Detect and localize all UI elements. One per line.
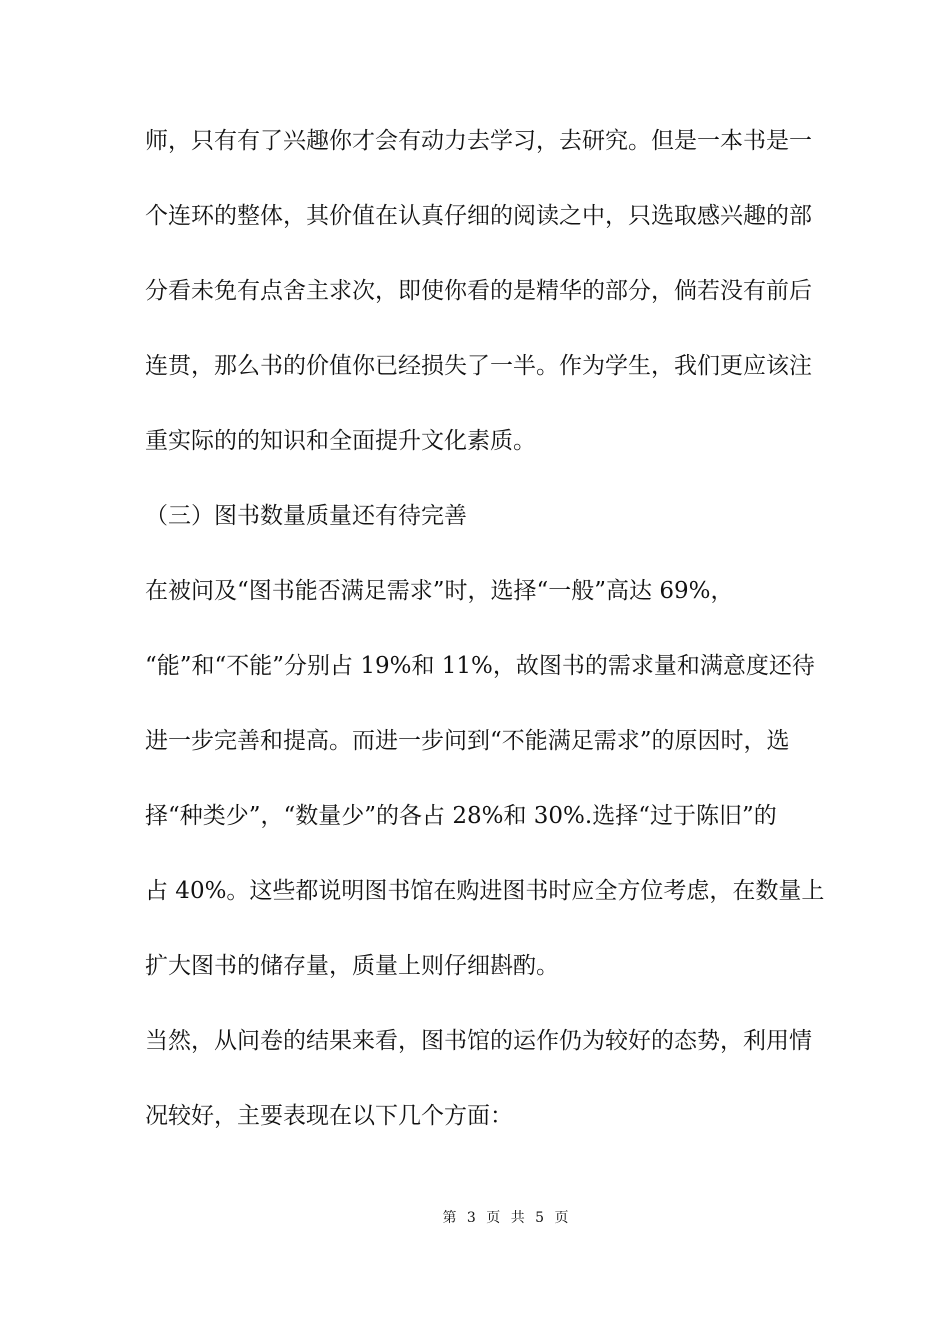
body-line: “能”和“不能”分别占 19%和 11%，故图书的需求量和满意度还待: [145, 653, 815, 679]
body-line: 当然，从问卷的结果来看，图书馆的运作仍为较好的态势，利用情: [145, 1028, 812, 1054]
body-line: 个连环的整体，其价值在认真仔细的阅读之中，只选取感兴趣的部: [145, 203, 812, 229]
body-line: 扩大图书的储存量，质量上则仔细斟酌。: [145, 953, 559, 979]
section-heading: （三）图书数量质量还有待完善: [145, 503, 467, 529]
body-line: 况较好，主要表现在以下几个方面：: [145, 1103, 513, 1129]
document-body: [145, 128, 825, 1129]
body-line: 进一步完善和提高。而进一步问到“不能满足需求”的原因时，选: [145, 728, 790, 754]
body-line: 连贯，那么书的价值你已经损失了一半。作为学生，我们更应该注: [145, 353, 812, 379]
body-line: 在被问及“图书能否满足需求”时，选择“一般”高达 69%，: [145, 578, 734, 604]
body-line: 择“种类少”，“数量少”的各占 28%和 30%.选择“过于陈旧”的: [145, 803, 777, 829]
body-line: 重实际的的知识和全面提升文化素质。: [145, 428, 536, 454]
body-line: 师，只有有了兴趣你才会有动力去学习，去研究。但是一本书是一: [145, 128, 812, 154]
body-line: 占 40%。这些都说明图书馆在购进图书时应全方位考虑，在数量上: [145, 878, 825, 904]
page-number-footer: 第 3 页 共 5 页: [442, 1210, 572, 1226]
body-line: 分看未免有点舍主求次，即使你看的是精华的部分，倘若没有前后: [145, 278, 812, 304]
